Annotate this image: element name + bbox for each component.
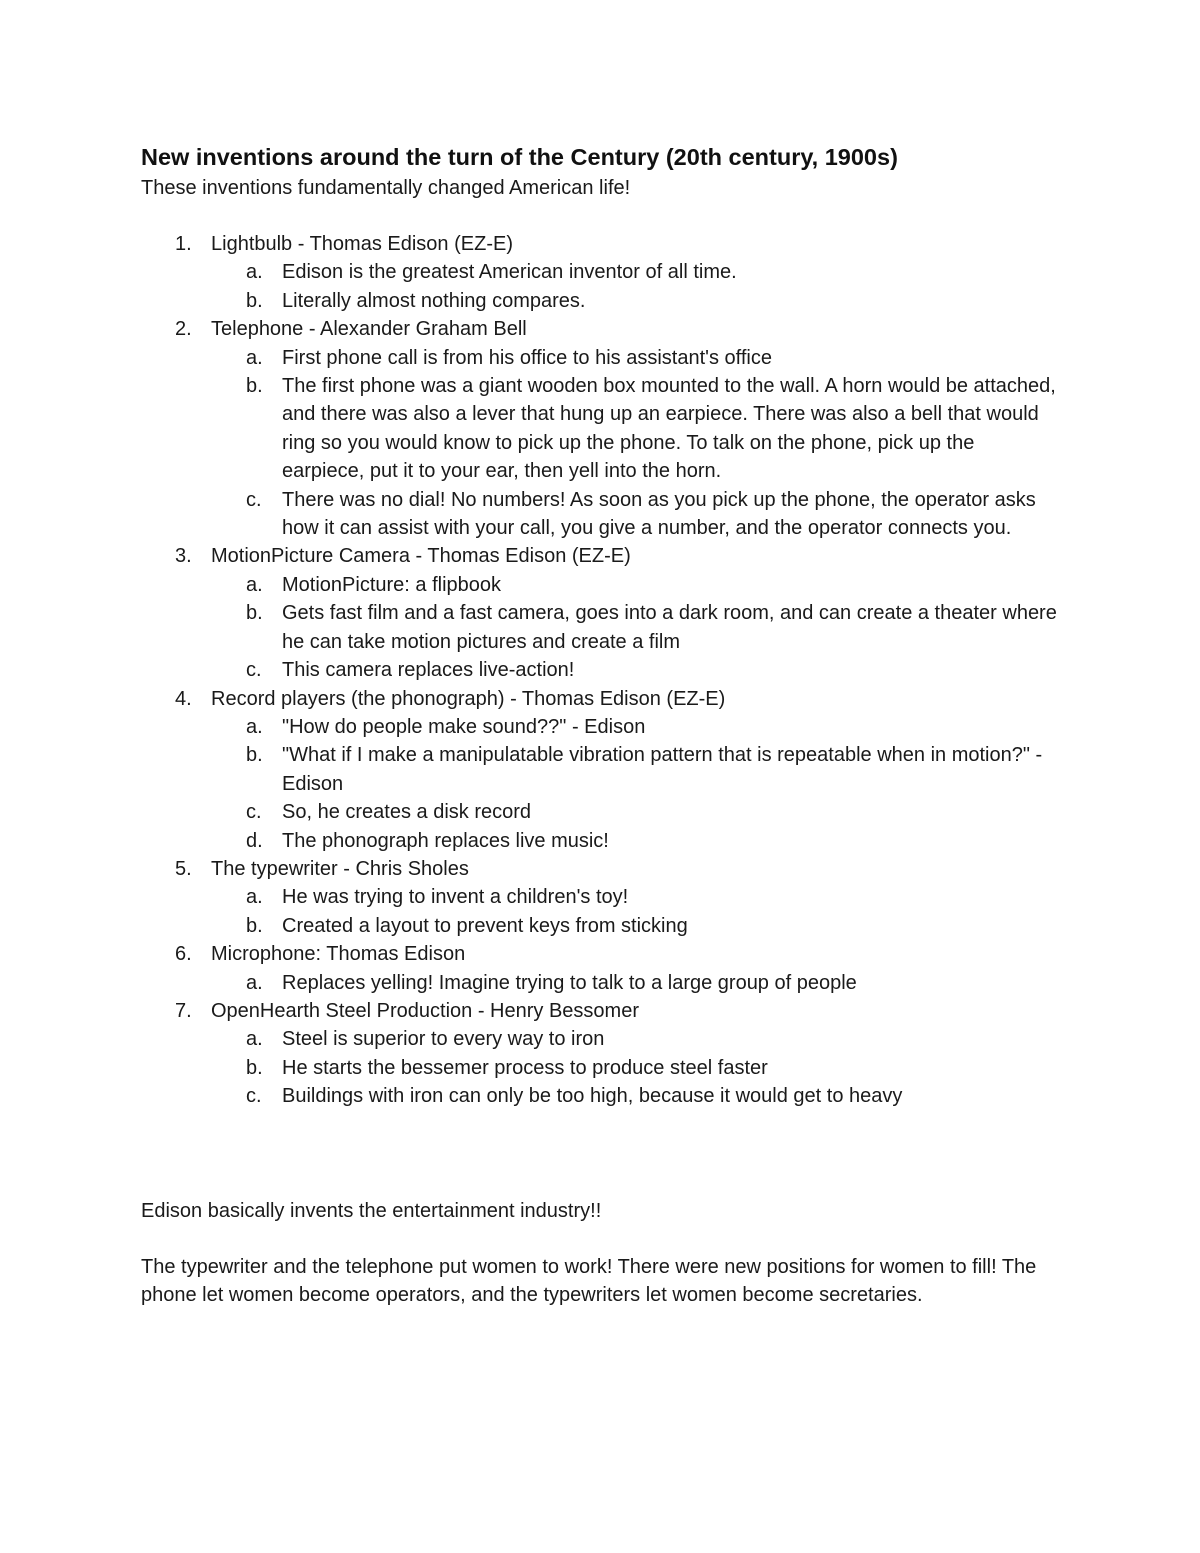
sub-list (211, 1025, 1061, 1110)
inventions-list (141, 230, 1061, 1111)
document-page (141, 140, 1061, 1310)
list-marker: 2. (175, 318, 192, 341)
list-item-text: Record players (the phonograph) - Thomas Edison (EZ-E) (211, 687, 726, 710)
sub-list-marker: c. (246, 488, 262, 511)
sub-list-item (211, 571, 1061, 599)
closing-paragraph-women: The typewriter and the telephone put women to work! There were new positions for women to fill! The phone let women become operators, and the typewriters let women become secretaries. (141, 1256, 1037, 1307)
sub-list-item (211, 287, 1061, 315)
sub-list-marker: b. (246, 744, 263, 767)
sub-list-marker: c. (246, 659, 262, 682)
list-item-text: Microphone: Thomas Edison (211, 943, 466, 966)
list-item (141, 542, 1061, 684)
sub-list-marker: a. (246, 261, 263, 284)
sub-list-item (211, 656, 1061, 684)
sub-list-item-text: This camera replaces live-action! (282, 659, 575, 682)
sub-list-item-text: The first phone was a giant wooden box mounted to the wall. A horn would be attached, and there was also a lever that hung up an earpiece. There was also a bell that would ring so you would know to pick up the phone. To talk on the phone, pick up the earpiece, put it to your ear, then yell into the horn. (282, 375, 1056, 483)
document-title: New inventions around the turn of the Century (20th century, 1900s) (141, 144, 898, 170)
sub-list-item (211, 344, 1061, 372)
sub-list-marker: b. (246, 289, 263, 312)
sub-list-item-text: "How do people make sound??" - Edison (282, 715, 646, 738)
sub-list-item (211, 912, 1061, 940)
sub-list (211, 344, 1061, 543)
sub-list-item (211, 599, 1061, 656)
sub-list-item-text: Steel is superior to every way to iron (282, 1028, 605, 1051)
sub-list-item-text: The phonograph replaces live music! (282, 829, 609, 852)
list-item-text: The typewriter - Chris Sholes (211, 857, 469, 880)
sub-list-marker: a. (246, 971, 263, 994)
sub-list-item (211, 969, 1061, 997)
sub-list (211, 571, 1061, 685)
list-marker: 6. (175, 943, 192, 966)
sub-list-marker: b. (246, 914, 263, 937)
sub-list-item-text: Gets fast film and a fast camera, goes into a dark room, and can create a theater where he can take motion pictures and create a film (282, 602, 1057, 653)
list-item (141, 685, 1061, 855)
sub-list-item (211, 1025, 1061, 1053)
sub-list-item (211, 1082, 1061, 1110)
sub-list-item (211, 827, 1061, 855)
sub-list-marker: c. (246, 1085, 262, 1108)
sub-list (211, 258, 1061, 315)
sub-list-item (211, 798, 1061, 826)
list-marker: 7. (175, 999, 192, 1022)
sub-list-item-text: "What if I make a manipulatable vibration pattern that is repeatable when in motion?" - Edison (282, 744, 1043, 795)
sub-list-marker: b. (246, 602, 263, 625)
list-item (141, 855, 1061, 940)
sub-list-item (211, 883, 1061, 911)
sub-list-marker: a. (246, 573, 263, 596)
sub-list-item-text: He starts the bessemer process to produce steel faster (282, 1056, 768, 1079)
sub-list-marker: c. (246, 801, 262, 824)
sub-list-item (211, 258, 1061, 286)
sub-list-item (211, 372, 1061, 486)
sub-list-item-text: There was no dial! No numbers! As soon as you pick up the phone, the operator asks how it can assist with your call, you give a number, and the operator connects you. (282, 488, 1036, 540)
list-item-text: Lightbulb - Thomas Edison (EZ-E) (211, 233, 513, 255)
list-item-text: MotionPicture Camera - Thomas Edison (EZ-E) (211, 545, 631, 568)
list-item-text: OpenHearth Steel Production - Henry Bessomer (211, 999, 639, 1022)
sub-list (211, 713, 1061, 855)
sub-list-item (211, 741, 1061, 798)
list-marker: 4. (175, 687, 192, 710)
sub-list-item-text: So, he creates a disk record (282, 801, 532, 824)
sub-list-marker: b. (246, 1056, 263, 1079)
sub-list-marker: b. (246, 375, 263, 398)
list-item-text: Telephone - Alexander Graham Bell (211, 318, 527, 341)
sub-list-marker: a. (246, 886, 263, 909)
list-item (141, 230, 1061, 315)
sub-list-item (211, 1054, 1061, 1082)
sub-list-item-text: First phone call is from his office to his assistant's office (282, 346, 772, 369)
list-marker: 1. (175, 233, 192, 255)
list-item (141, 940, 1061, 997)
sub-list-item-text: Literally almost nothing compares. (282, 289, 586, 312)
list-marker: 3. (175, 545, 192, 568)
sub-list-item (211, 713, 1061, 741)
closing-paragraph-edison: Edison basically invents the entertainment industry!! (141, 1199, 602, 1222)
sub-list-marker: a. (246, 346, 263, 369)
sub-list-item-text: Replaces yelling! Imagine trying to talk to a large group of people (282, 971, 857, 994)
sub-list-marker: a. (246, 715, 263, 738)
list-marker: 5. (175, 857, 192, 880)
sub-list-item-text: Buildings with iron can only be too high, because it would get to heavy (282, 1085, 903, 1108)
list-item (141, 315, 1061, 542)
sub-list-item-text: MotionPicture: a flipbook (282, 573, 502, 596)
sub-list-item-text: Edison is the greatest American inventor of all time. (282, 261, 737, 284)
sub-list-item-text: Created a layout to prevent keys from sticking (282, 914, 688, 937)
sub-list-marker: a. (246, 1028, 263, 1051)
sub-list-item-text: He was trying to invent a children's toy! (282, 886, 629, 909)
sub-list-item (211, 486, 1061, 543)
sub-list (211, 969, 1061, 997)
list-item (141, 997, 1061, 1111)
document-subtitle: These inventions fundamentally changed American life! (141, 177, 631, 199)
sub-list-marker: d. (246, 829, 263, 852)
sub-list (211, 883, 1061, 940)
